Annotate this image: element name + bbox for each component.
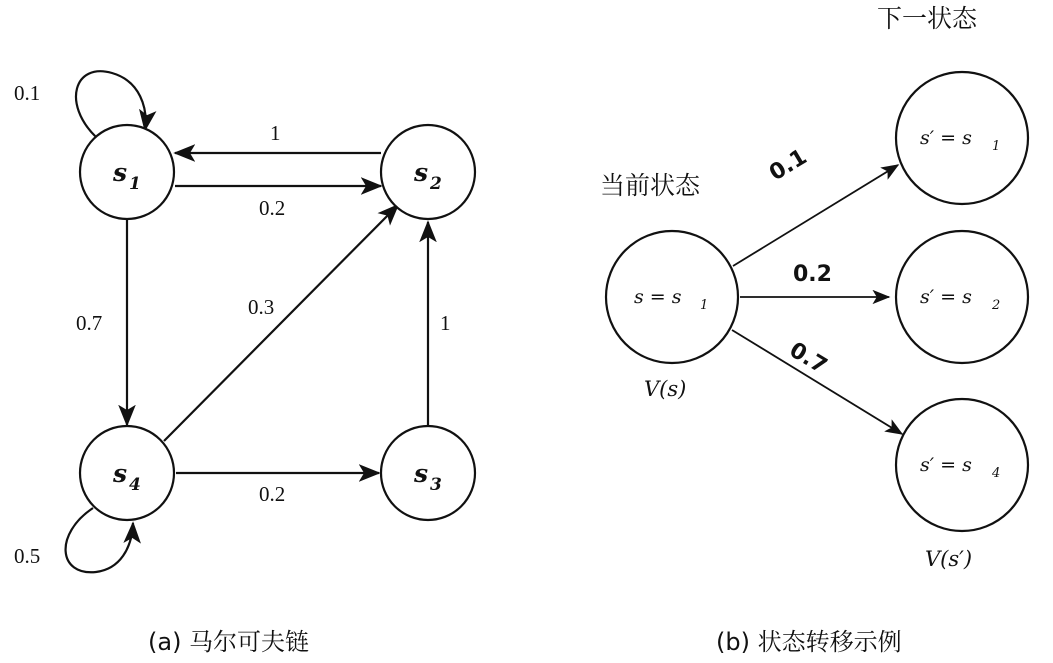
edge-weight-s1-s2: 0.2 (259, 196, 286, 220)
node-s4[interactable] (80, 426, 174, 520)
node-s2-label: s (414, 158, 429, 187)
node-next-s2-subscript: 2 (992, 298, 1001, 313)
edge-weight-next3: 0.7 (784, 337, 832, 380)
panel-a (14, 71, 475, 656)
edge-weight-next2: 0.2 (793, 262, 832, 287)
heading-current-state: 当前状态 (600, 171, 701, 200)
caption-panel-a: (a) 马尔可夫链 (148, 628, 310, 656)
node-s4-subscript: 4 (129, 475, 141, 495)
edge-current-to-next3 (732, 330, 902, 434)
node-s3-label: s (414, 459, 429, 488)
node-next-s1-subscript: 1 (992, 139, 1001, 154)
node-next-s4[interactable] (896, 399, 1028, 531)
node-s1-subscript: 1 (129, 174, 141, 194)
node-s2[interactable] (381, 125, 475, 219)
heading-next-state: 下一状态 (877, 4, 978, 33)
node-s1[interactable] (80, 125, 174, 219)
edge-current-to-next1 (733, 165, 898, 266)
node-s2-subscript: 2 (430, 174, 442, 194)
edge-weight-s4-s4: 0.5 (14, 544, 41, 568)
node-current-state[interactable] (606, 231, 738, 363)
caption-panel-b: (b) 状态转移示例 (716, 628, 902, 656)
node-next-s2[interactable] (896, 231, 1028, 363)
node-s1-label: s (113, 158, 128, 187)
node-s4-label: s (113, 459, 128, 488)
value-label-current: V(s) (644, 377, 687, 401)
node-s3[interactable] (381, 426, 475, 520)
node-next-s2-label: s′ = s (920, 286, 972, 308)
node-next-s1[interactable] (896, 72, 1028, 204)
node-next-s4-label: s′ = s (920, 454, 972, 476)
edge-weight-s3-s2: 1 (440, 311, 451, 335)
node-current-label: s = s (634, 286, 682, 308)
node-s3-subscript: 3 (430, 475, 442, 495)
node-current-subscript: 1 (700, 298, 709, 313)
edge-weight-s1-s1: 0.1 (14, 81, 41, 105)
node-next-s4-subscript: 4 (992, 466, 1001, 481)
edge-weight-s4-s3: 0.2 (259, 482, 286, 506)
edge-weight-s2-s1: 1 (270, 121, 281, 145)
panel-b (600, 4, 1028, 656)
node-next-s1-label: s′ = s (920, 127, 972, 149)
edge-s4-s2 (164, 205, 398, 441)
edge-weight-s1-s4: 0.7 (76, 311, 103, 335)
value-label-next: V(s′) (925, 547, 973, 571)
edge-weight-next1: 0.1 (765, 144, 812, 187)
edge-weight-s4-s2: 0.3 (248, 295, 275, 319)
